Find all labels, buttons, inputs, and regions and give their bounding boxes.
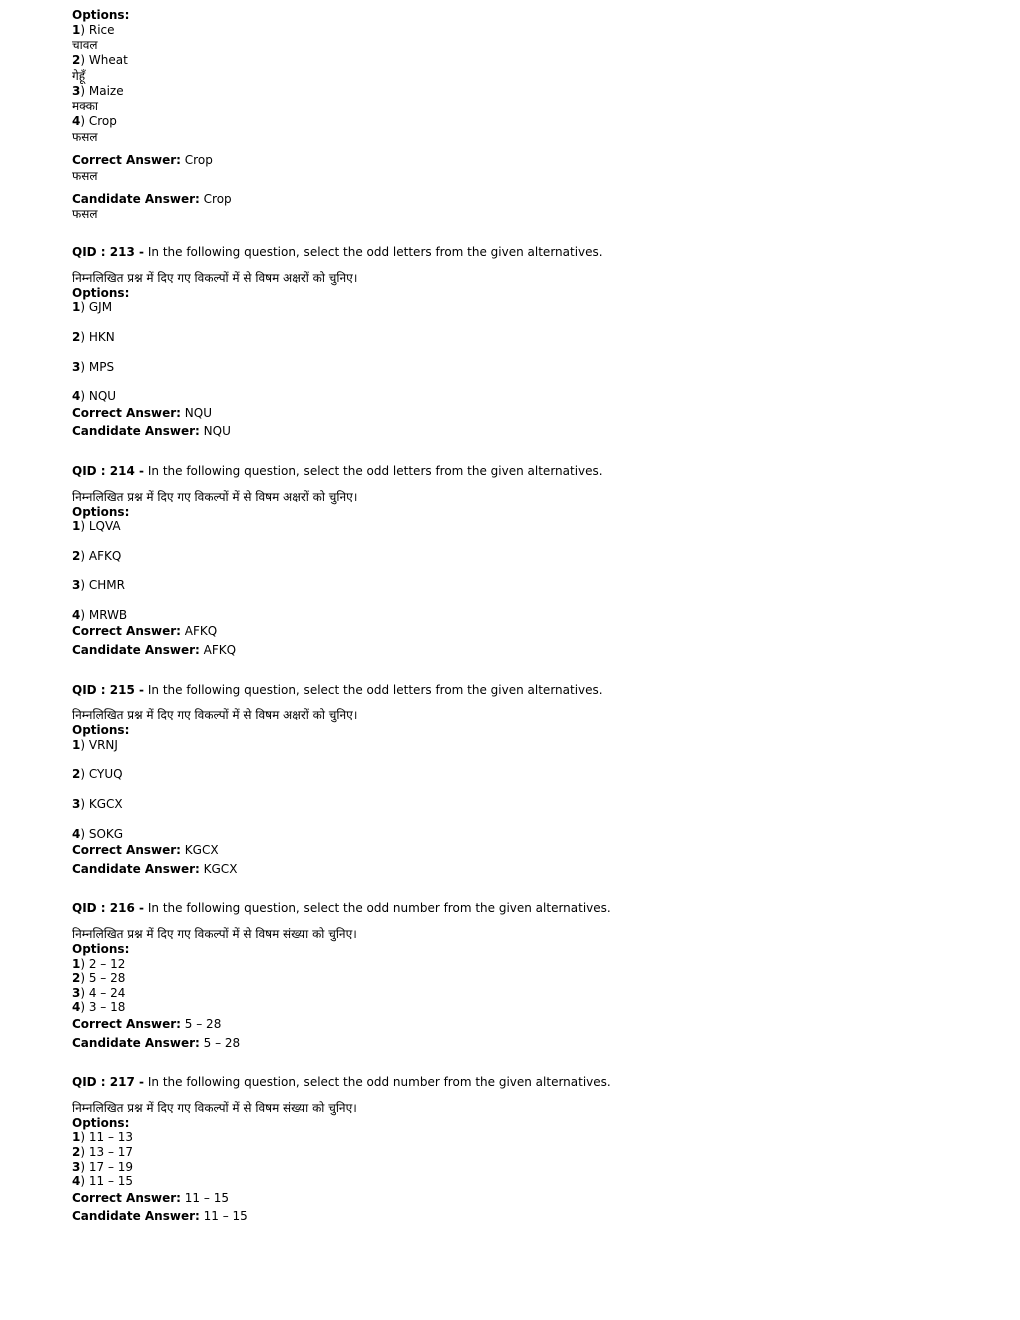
question-216-block (72, 901, 972, 1052)
question-text: QID : 215 - In the following question, select the odd letters from the given alternatives. (72, 682, 603, 697)
candidate-answer: Candidate Answer: Crop (72, 191, 232, 206)
option-1: 1) 2 – 12 (72, 956, 126, 971)
option-1-hindi: चावल (72, 38, 98, 53)
options-label: Options: (72, 723, 130, 738)
options-label: Options: (72, 504, 130, 519)
question-213-block (72, 245, 972, 441)
question-214-block (72, 464, 972, 660)
question-text-hindi: निम्नलिखित प्रश्न में दिए गए विकल्पों में से विषम अक्षरों को चुनिए। (72, 489, 358, 504)
option-4: 4) MRWB (72, 607, 128, 622)
option-2-hindi: गेहूँ (72, 68, 86, 83)
option-4: 4) SOKG (72, 826, 124, 841)
option-1: 1) 11 – 13 (72, 1130, 134, 1145)
option-1: 1) Rice (72, 22, 115, 37)
option-2: 2) Wheat (72, 53, 128, 68)
correct-answer: Correct Answer: KGCX (72, 843, 219, 858)
option-4-hindi: फसल (72, 129, 98, 144)
document-page (72, 8, 972, 1226)
question-215-block (72, 683, 972, 879)
correct-answer: Correct Answer: Crop (72, 152, 213, 167)
option-4: 4) NQU (72, 389, 117, 404)
option-1: 1) VRNJ (72, 737, 118, 752)
option-3: 3) CHMR (72, 578, 125, 593)
option-3-hindi: मक्का (72, 99, 99, 114)
candidate-answer: Candidate Answer: KGCX (72, 861, 238, 876)
correct-answer: Correct Answer: AFKQ (72, 624, 218, 639)
question-text: QID : 214 - In the following question, select the odd letters from the given alternatives. (72, 463, 603, 478)
option-3: 3) 4 – 24 (72, 985, 126, 1000)
question-text: QID : 213 - In the following question, select the odd letters from the given alternatives. (72, 245, 603, 260)
option-4: 4) 3 – 18 (72, 1000, 126, 1015)
options-label: Options: (72, 285, 130, 300)
options-label: Options: (72, 942, 130, 956)
option-3: 3) Maize (72, 83, 124, 98)
question-217-block (72, 1075, 972, 1226)
option-1: 1) GJM (72, 300, 113, 315)
correct-answer-hindi: फसल (72, 168, 98, 183)
option-2: 2) 13 – 17 (72, 1144, 134, 1159)
option-3: 3) KGCX (72, 797, 123, 812)
question-text-hindi: निम्नलिखित प्रश्न में दिए गए विकल्पों में से विषम अक्षरों को चुनिए। (72, 270, 358, 285)
option-2: 2) 5 – 28 (72, 971, 126, 986)
candidate-answer: Candidate Answer: NQU (72, 424, 231, 439)
correct-answer: Correct Answer: 5 – 28 (72, 1016, 222, 1031)
question-212-block (72, 8, 972, 222)
candidate-answer: Candidate Answer: AFKQ (72, 643, 237, 658)
question-text-hindi: निम्नलिखित प्रश्न में दिए गए विकल्पों में से विषम संख्या को चुनिए। (72, 927, 357, 941)
option-2: 2) AFKQ (72, 548, 122, 563)
candidate-answer: Candidate Answer: 5 – 28 (72, 1035, 241, 1050)
option-3: 3) MPS (72, 359, 115, 374)
option-4: 4) 11 – 15 (72, 1174, 134, 1189)
options-label: Options: (72, 1115, 130, 1130)
option-1: 1) LQVA (72, 519, 121, 534)
option-2: 2) CYUQ (72, 767, 123, 782)
correct-answer: Correct Answer: NQU (72, 405, 213, 420)
candidate-answer-hindi: फसल (72, 207, 98, 222)
option-4: 4) Crop (72, 114, 117, 129)
question-text-hindi: निम्नलिखित प्रश्न में दिए गए विकल्पों में से विषम अक्षरों को चुनिए। (72, 708, 358, 723)
correct-answer: Correct Answer: 11 – 15 (72, 1190, 229, 1205)
question-text: QID : 217 - In the following question, select the odd number from the given alternatives. (72, 1075, 611, 1090)
question-text-hindi: निम्नलिखित प्रश्न में दिए गए विकल्पों में से विषम संख्या को चुनिए। (72, 1100, 357, 1115)
question-text: QID : 216 - In the following question, select the odd number from the given alternatives. (72, 901, 611, 916)
candidate-answer: Candidate Answer: 11 – 15 (72, 1209, 248, 1224)
options-label: Options: (72, 8, 130, 22)
option-3: 3) 17 – 19 (72, 1159, 134, 1174)
option-2: 2) HKN (72, 329, 115, 344)
